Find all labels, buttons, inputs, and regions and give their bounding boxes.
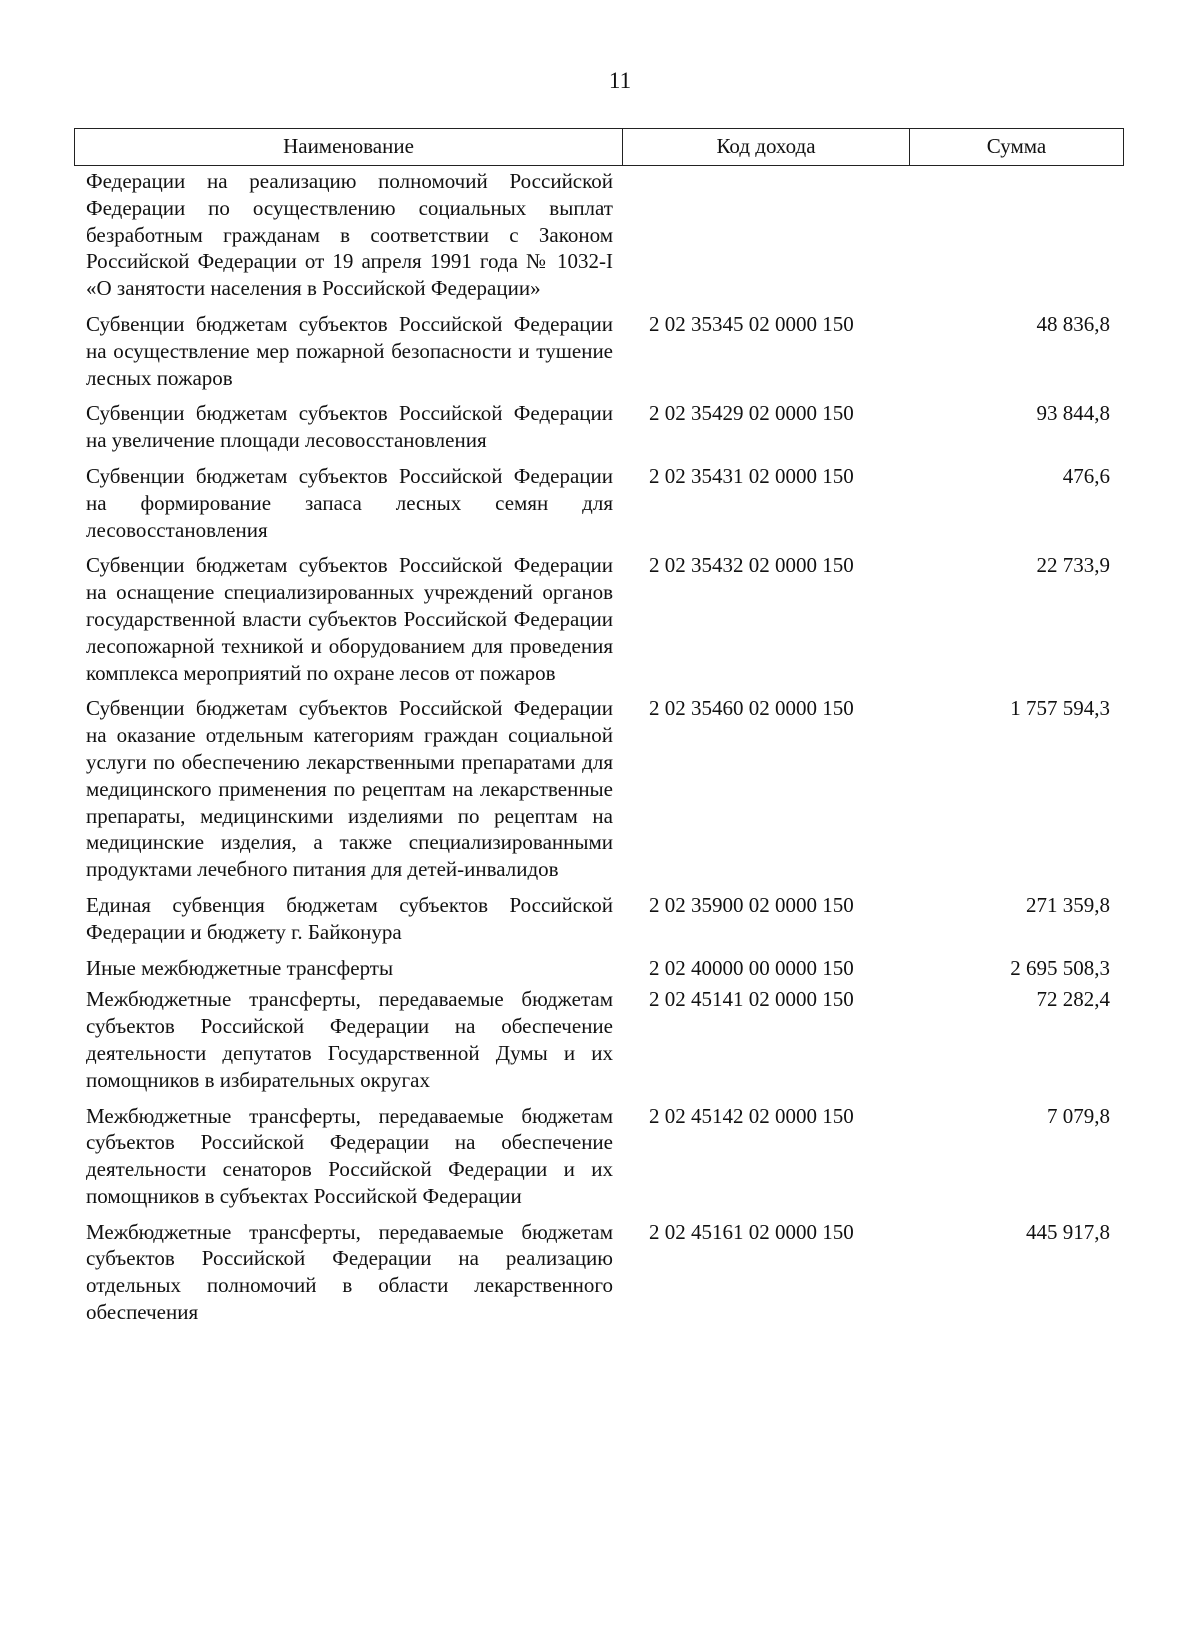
row-name: Федерации на реализацию полномочий Российской Федерации по осуществлению социальных выплат безработным гражданам в соответствии с Законом Российской Федерации от 19 апреля 1991 года № 1032-I «О занятости населения в Российской Федерации» [86,169,613,301]
table-row [86,552,1116,686]
row-name: Субвенции бюджетам субъектов Российской Федерации на оснащение специализированных учреждений органов государственной власти субъектов Российской Федерации лесопожарной техникой и оборудованием для проведения комплекса мероприятий по охране лесов от пожаров [86,553,613,685]
row-sum: 476,6 [1062,463,1110,488]
table-row [86,1219,1116,1326]
table-row [86,1103,1116,1210]
table-header [74,128,1124,166]
row-sum: 72 282,4 [1036,987,1110,1012]
header-sum: Сумма [986,134,1047,158]
row-code: 2 02 35429 02 0000 150 [649,401,854,426]
row-code: 2 02 45161 02 0000 150 [649,1219,854,1244]
table-row [86,695,1116,883]
table-row [86,311,1116,391]
row-name: Субвенции бюджетам субъектов Российской Федерации на осуществление мер пожарной безопасности и тушение лесных пожаров [86,311,613,390]
page-number: 11 [608,68,632,93]
row-code: 2 02 35432 02 0000 150 [649,553,854,578]
row-code: 2 02 35345 02 0000 150 [649,311,854,336]
row-name: Иные межбюджетные трансферты [86,955,394,980]
row-name: Единая субвенция бюджетам субъектов Российской Федерации и бюджету г. Байконура [86,892,613,944]
row-name: Межбюджетные трансферты, передаваемые бюджетам субъектов Российской Федерации на обеспечение деятельности депутатов Государственной Думы и их помощников в избирательных округах [86,987,613,1092]
row-sum: 445 917,8 [1026,1219,1110,1244]
table-row [86,955,1116,982]
row-code: 2 02 40000 00 0000 150 [649,955,854,980]
row-code: 2 02 35460 02 0000 150 [649,696,854,721]
row-sum: 48 836,8 [1036,311,1110,336]
row-sum: 93 844,8 [1036,401,1110,426]
row-sum: 2 695 508,3 [1010,955,1110,980]
table-row [86,986,1116,1093]
row-sum: 1 757 594,3 [1010,696,1110,721]
row-code: 2 02 35431 02 0000 150 [649,463,854,488]
header-code: Код дохода [623,129,910,165]
table-row [86,168,1116,302]
table-row [86,400,1116,454]
table-body [86,168,1116,1326]
table-row [86,463,1116,543]
row-sum: 271 359,8 [1026,892,1110,917]
row-name: Субвенции бюджетам субъектов Российской Федерации на увеличение площади лесовосстановления [86,401,613,453]
row-sum: 22 733,9 [1036,553,1110,578]
row-name: Межбюджетные трансферты, передаваемые бюджетам субъектов Российской Федерации на реализацию отдельных полномочий в области лекарственного обеспечения [86,1219,613,1325]
table-row [86,892,1116,946]
row-name: Субвенции бюджетам субъектов Российской Федерации на оказание отдельным категориям граждан социальной услуги по обеспечению лекарственными препаратами для медицинского применения по рецептам на лекарственные препараты, медицинскими изделиями по рецептам на медицинские изделия, а также специализированными продуктами лечебного питания для детей-инвалидов [86,696,613,882]
row-code: 2 02 35900 02 0000 150 [649,892,854,917]
header-name: Наименование [75,129,623,165]
row-name: Межбюджетные трансферты, передаваемые бюджетам субъектов Российской Федерации на обеспечение деятельности сенаторов Российской Федерации и их помощников в субъектах Российской Федерации [86,1103,613,1208]
row-name: Субвенции бюджетам субъектов Российской Федерации на формирование запаса лесных семян для лесовосстановления [86,463,613,542]
row-code: 2 02 45142 02 0000 150 [649,1103,854,1128]
row-sum: 7 079,8 [1047,1103,1110,1128]
row-code: 2 02 45141 02 0000 150 [649,987,854,1012]
